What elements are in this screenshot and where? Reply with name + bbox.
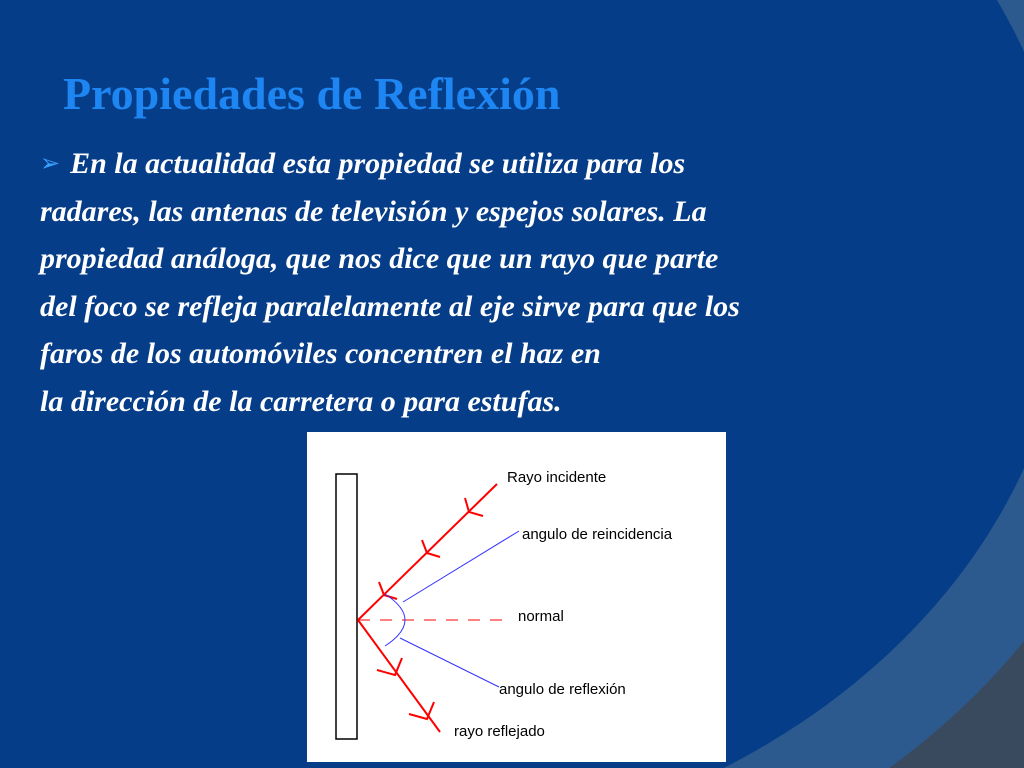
incidence-angle-label: angulo de reincidencia — [522, 526, 673, 543]
paragraph-line: ➢ En la actualidad esta propiedad se utiliza para los — [40, 147, 686, 180]
reflection-diagram — [307, 432, 726, 762]
paragraph-line: faros de los automóviles concentren el haz en — [40, 337, 601, 370]
slide-title: Propiedades de Reflexión — [63, 68, 561, 119]
reflected-arrow-head-icon — [409, 702, 434, 719]
paragraph-line: radares, las antenas de televisión y espejos solares. La — [40, 194, 707, 228]
paragraph-line: la dirección de la carretera o para estufas. — [40, 384, 562, 418]
reflection-diagram-svg — [307, 432, 726, 762]
reflected-ray-label: rayo reflejado — [454, 723, 545, 740]
reflection-angle-label: angulo de reflexión — [499, 681, 626, 698]
reflected-arrow-head-icon — [377, 658, 402, 675]
normal-label: normal — [518, 608, 564, 625]
mirror — [336, 474, 357, 739]
paragraph-line: propiedad análoga, que nos dice que un rayo que parte — [40, 242, 719, 275]
incidence-angle-leader — [403, 531, 519, 602]
arrow-bullet-icon: ➢ — [40, 149, 61, 177]
body-paragraph — [40, 140, 1000, 425]
paragraph-line: del foco se refleja paralelamente al eje sirve para que los — [40, 289, 740, 323]
reflection-angle-leader — [400, 638, 499, 687]
incident-ray-label: Rayo incidente — [507, 469, 607, 486]
